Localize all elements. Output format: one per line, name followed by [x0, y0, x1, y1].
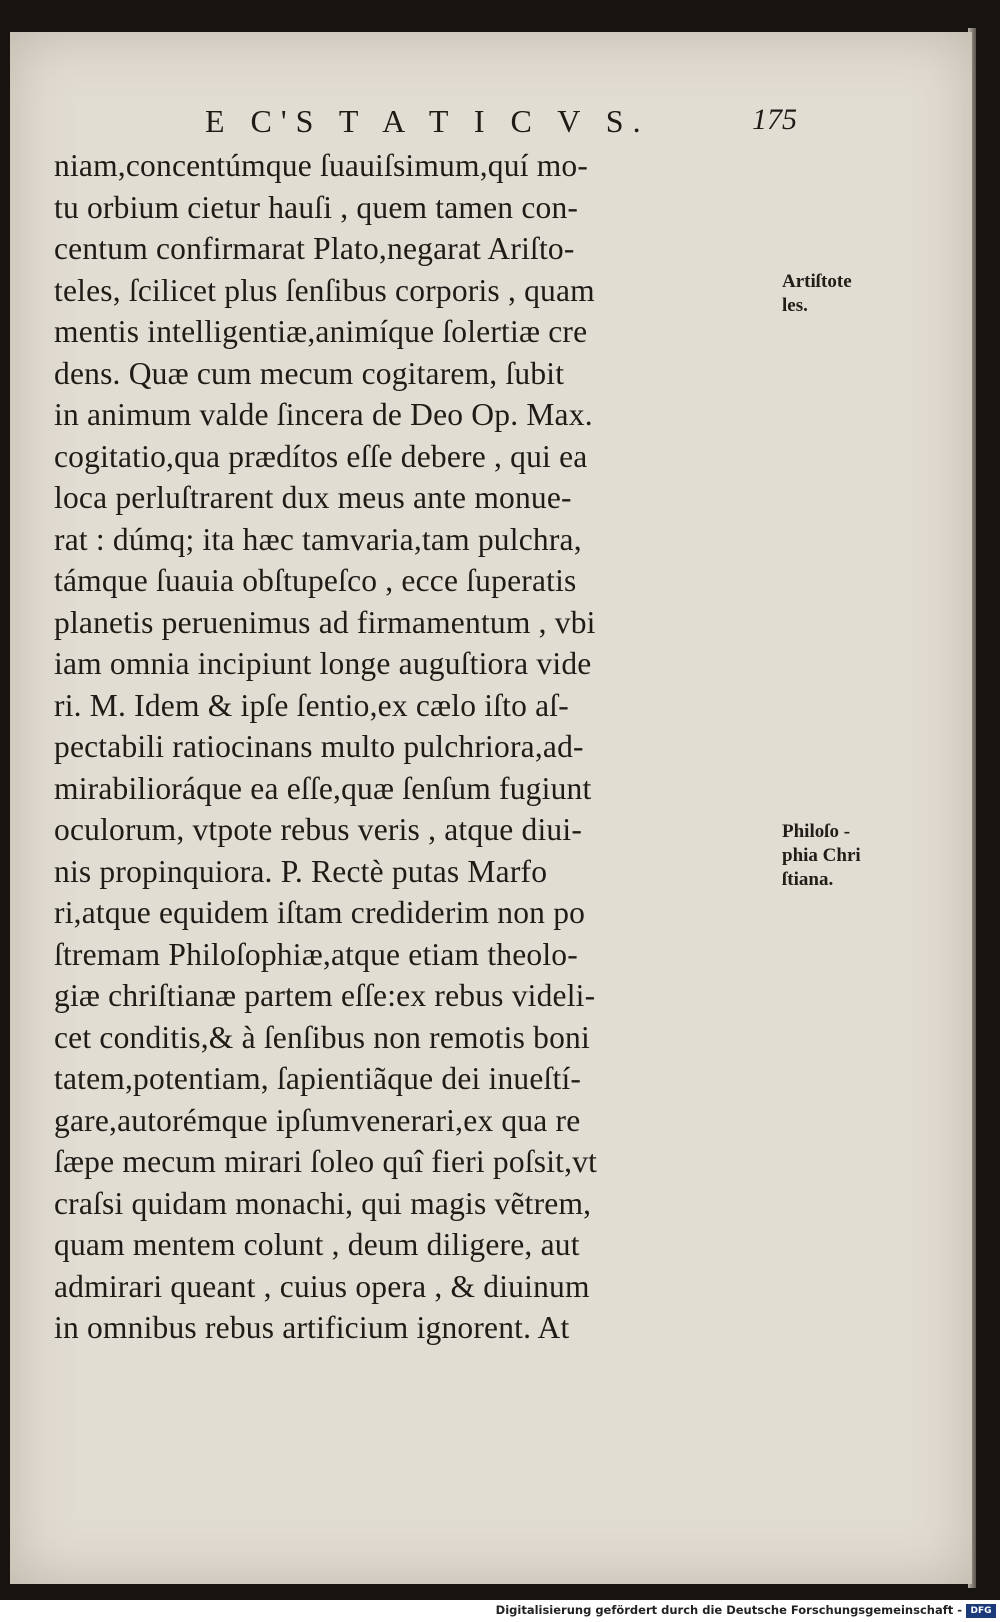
text-line: centum confirmarat Plato,negarat Ariſto- [54, 231, 575, 266]
dfg-logo: DFG [966, 1604, 996, 1618]
text-line: niam,concentúmque ſuauiſsimum,quí mo- [54, 148, 589, 183]
running-head: E C'S T A T I C V S. [205, 103, 650, 139]
text-line: ſtremam Philoſophiæ,atque etiam theolo- [54, 936, 578, 972]
text-line: quam mentem colunt , deum diligere, aut [54, 1227, 580, 1262]
text-line: támque ſuauia obſtupeſco , ecce ſuperatis [54, 563, 577, 598]
marginal-line: les. [782, 295, 808, 316]
text-line: rat : dúmq; ita hæc tamvaria,tam pulchra, [54, 521, 582, 557]
text-line: cogitatio,qua prædítos eſſe debere , qui ea [54, 438, 588, 474]
text-line: oculorum, vtpote rebus veris , atque diui- [54, 812, 583, 847]
marginal-note-philosophia [782, 820, 861, 892]
marginal-line: Philoſo - [782, 821, 851, 842]
text-line: craſsi quidam monachi, qui magis vẽtrem, [54, 1185, 592, 1221]
text-line: mirabilioráque ea eſſe,quæ ſenſum fugiunt [54, 770, 592, 806]
marginal-line: Artiſtote [782, 271, 852, 292]
text-line: pectabili ratiocinans multo pulchriora,ad- [54, 729, 584, 764]
text-line: gare,autorémque ipſumvenerari,ex qua re [54, 1102, 581, 1138]
text-line: nis propinquiora. P. Rectè putas Marfo [54, 853, 548, 889]
text-line: loca perluſtrarent dux meus ante monue- [54, 480, 572, 515]
text-line: cet conditis,& à ſenſibus non remotis boni [54, 1019, 590, 1055]
text-line: in animum valde ſincera de Deo Op. Max. [54, 397, 593, 432]
text-line: tu orbium cietur hauſi , quem tamen con- [54, 189, 579, 225]
marginal-line: ſtiana. [782, 869, 834, 890]
text-line: iam omnia incipiunt longe auguſtiora vide [54, 646, 592, 681]
text-line: giæ chriſtianæ partem eſſe:ex rebus videli- [54, 978, 596, 1013]
body-text [54, 145, 794, 1349]
text-line: ſæpe mecum mirari ſoleo quî fieri poſsit,vt [54, 1144, 598, 1179]
text-line: planetis peruenimus ad firmamentum , vbi [54, 604, 596, 640]
page-number: 175 [752, 103, 797, 136]
text-line: tatem,potentiam, ſapientiãque dei inueſtí- [54, 1061, 582, 1096]
funding-credit: Digitalisierung gefördert durch die Deutsche Forschungsgemeinschaft - [495, 1603, 962, 1617]
marginal-line: phia Chri [782, 845, 861, 866]
text-line: ri. M. Idem & ipſe ſentio,ex cælo iſto aſ- [54, 687, 569, 723]
text-line: in omnibus rebus artificium ignorent. At [54, 1310, 570, 1345]
text-line: admirari queant , cuius opera , & diuinum [54, 1268, 590, 1304]
text-line: ri,atque equidem iſtam crediderim non po [54, 895, 586, 930]
text-line: teles, ſcilicet plus ſenſibus corporis , quam [54, 272, 595, 308]
text-line: dens. Quæ cum mecum cogitarem, ſubit [54, 355, 565, 391]
footer-bar [0, 1600, 1000, 1622]
text-line: mentis intelligentiæ,animíque ſolertiæ cre [54, 314, 588, 349]
marginal-note-aristotle [782, 270, 852, 318]
